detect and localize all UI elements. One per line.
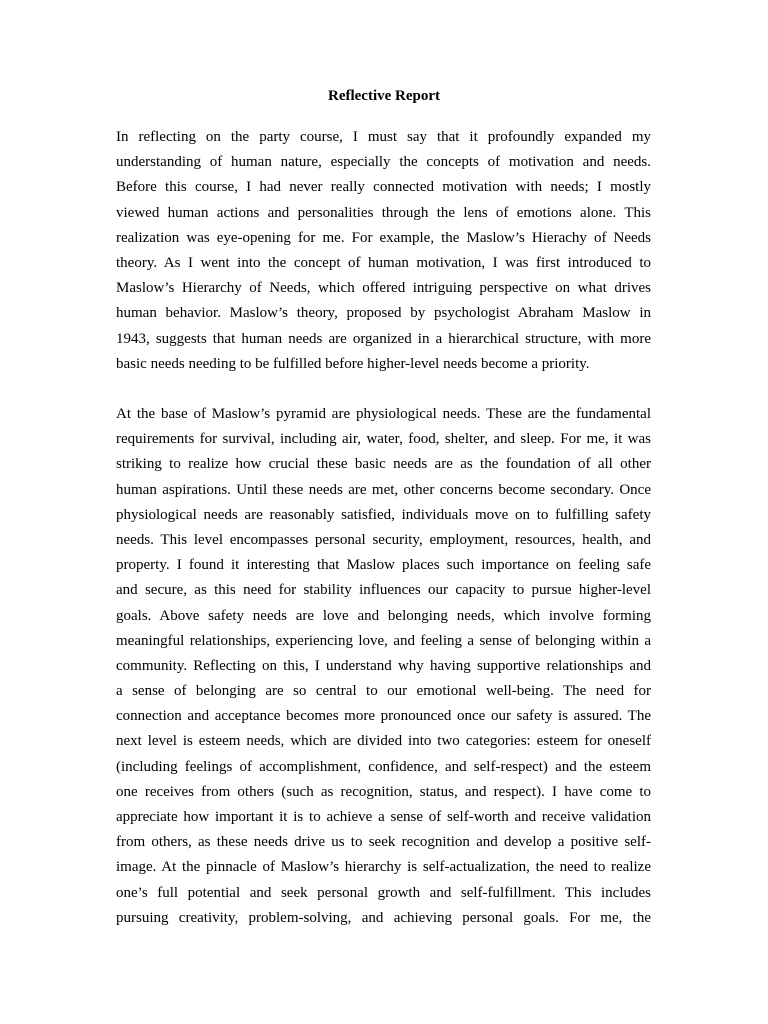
text-line: appreciate how important it is to achieve a sense of self-worth and receive validation (116, 809, 651, 825)
text-line: understanding of human nature, especially the concepts of motivation and needs. (116, 154, 651, 171)
text-line: a sense of belonging are so central to our emotional well-being. The need for (116, 683, 651, 700)
text-line: property. I found it interesting that Maslow places such importance on feeling safe (116, 557, 651, 574)
text-line: and secure, as this need for stability influences our capacity to pursue higher-level (116, 582, 651, 599)
text-line: image. At the pinnacle of Maslow’s hierarchy is self-actualization, the need to realize (116, 859, 651, 876)
text-line: realization was eye-opening for me. For example, the Maslow’s Hierachy of Needs (116, 229, 651, 246)
text-line: theory. As I went into the concept of human motivation, I was first introduced to (116, 254, 651, 271)
text-line: 1943, suggests that human needs are organized in a hierarchical structure, with more (116, 330, 651, 347)
text-line: goals. Above safety needs are love and belonging needs, which involve forming (116, 607, 651, 624)
text-line: human aspirations. Until these needs are met, other concerns become secondary. Once (116, 481, 651, 498)
text-line: basic needs needing to be fulfilled before higher-level needs become a priority. (116, 355, 590, 372)
text-line: pursuing creativity, problem-solving, and achieving personal goals. For me, the (116, 909, 651, 926)
text-line: connection and acceptance becomes more pronounced once our safety is assured. The (116, 708, 651, 725)
text-line: requirements for survival, including air, water, food, shelter, and sleep. For me, it was (116, 431, 651, 448)
text-line: viewed human actions and personalities through the lens of emotions alone. This (116, 204, 651, 221)
text-line: human behavior. Maslow’s theory, proposed by psychologist Abraham Maslow in (116, 305, 651, 322)
text-line: meaningful relationships, experiencing love, and feeling a sense of belonging within a (116, 632, 651, 649)
page-title: Reflective Report (327, 88, 441, 104)
text-line: one’s full potential and seek personal growth and self-fulfillment. This includes (116, 884, 651, 901)
paragraph-1 (116, 125, 651, 377)
text-line: Maslow’s Hierarchy of Needs, which offered intriguing perspective on what drives (116, 280, 651, 297)
text-line: from others, as these needs drive us to seek recognition and develop a positive self- (116, 834, 651, 851)
paragraph-2 (116, 402, 651, 931)
text-line: striking to realize how crucial these basic needs are as the foundation of all other (116, 456, 651, 473)
text-line: needs. This level encompasses personal security, employment, resources, health, and (116, 531, 651, 548)
text-line: (including feelings of accomplishment, confidence, and self-respect) and the esteem (116, 758, 651, 775)
text-line: next level is esteem needs, which are divided into two categories: esteem for oneself (116, 733, 651, 750)
text-line: one receives from others (such as recognition, status, and respect). I have come to (116, 783, 651, 800)
text-line: In reflecting on the party course, I must say that it profoundly expanded my (116, 129, 651, 145)
text-line: At the base of Maslow’s pyramid are physiological needs. These are the fundamental (116, 406, 651, 422)
text-line: physiological needs are reasonably satisfied, individuals move on to fulfilling safety (116, 506, 651, 523)
text-line: Before this course, I had never really connected motivation with needs; I mostly (116, 179, 651, 196)
text-line: community. Reflecting on this, I understand why having supportive relationships and (116, 657, 651, 674)
